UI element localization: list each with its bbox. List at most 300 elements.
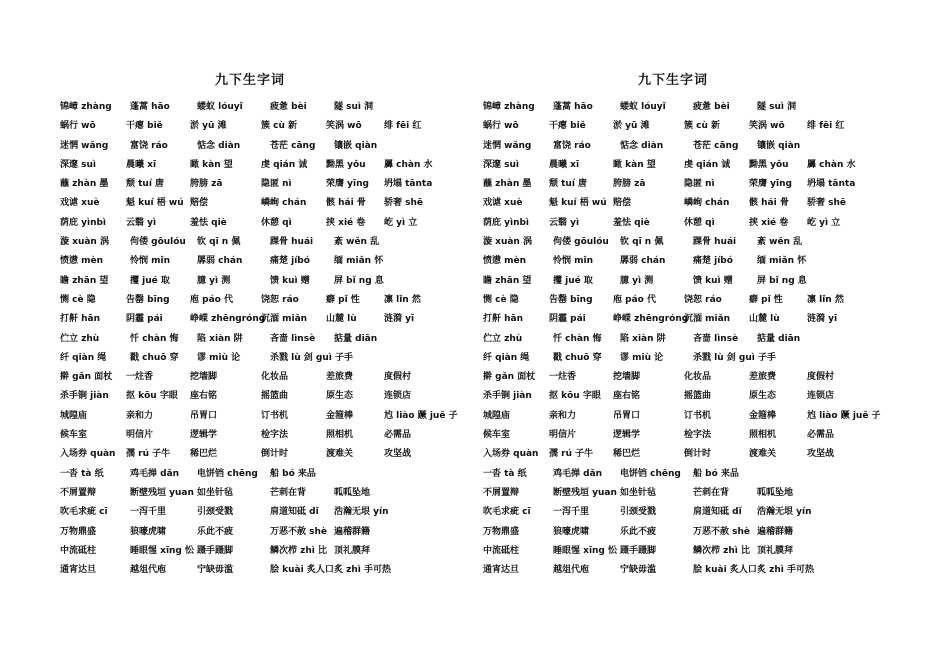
vocab-entry: 魁 kuí 梧 wú <box>126 198 184 209</box>
vocab-row <box>483 561 863 580</box>
vocab-entry: 杀戮 lù 剑 guì 子手 <box>270 352 353 363</box>
vocab-entry: 赔偿 <box>190 198 209 209</box>
vocab-entry: 通宵达旦 <box>60 565 97 576</box>
vocab-entry: 蹑手蹑脚 <box>620 545 657 556</box>
vocab-entry: 电饼铛 chēng <box>197 468 258 479</box>
vocab-entry: 屏 bǐ ng 息 <box>334 275 384 286</box>
vocab-row <box>60 503 440 522</box>
vocab-entry: 杀手锏 jiàn <box>483 391 532 402</box>
vocab-entry: 愤懑 mèn <box>483 256 527 267</box>
vocab-entry: 钦 qī n 佩 <box>620 237 664 248</box>
vocab-entry: 惦念 diàn <box>620 140 664 151</box>
vocab-entry: 座右铭 <box>613 391 641 402</box>
vocab-entry: 陷 xiàn 阱 <box>620 333 666 344</box>
vocab-entry: 逻辑学 <box>190 430 218 441</box>
vocab-row <box>60 233 440 252</box>
vocab-entry: 脍 kuài 炙人口 <box>270 565 334 576</box>
vocab-entry: 休憩 qì <box>261 217 292 228</box>
vocab-row <box>483 156 863 175</box>
vocab-entry: 伫立 zhù <box>483 333 523 344</box>
vocab-entry: 检字法 <box>684 430 712 441</box>
vocab-entry: 鸡毛掸 dǎn <box>553 468 603 479</box>
vocab-entry: 疲惫 bèi <box>693 102 730 112</box>
vocab-entry: 忏 chàn 悔 <box>130 333 179 344</box>
vocab-row <box>60 330 440 349</box>
vocab-entry: 越俎代庖 <box>553 565 590 576</box>
vocab-entry: 必需品 <box>807 430 835 441</box>
vocab-entry: 踝骨 huái <box>270 237 314 248</box>
vocab-entry: 倒计时 <box>684 449 712 460</box>
vocab-entry: 黝黑 yǒu <box>326 159 366 170</box>
vocab-row <box>483 310 863 329</box>
vocab-row <box>60 117 440 136</box>
vocab-entry: 峥嵘 zhēngróng <box>190 314 266 325</box>
vocab-entry: 骄奢 shē <box>384 198 424 209</box>
vocab-entry: 挖墙脚 <box>190 372 218 383</box>
vocab-row <box>60 465 440 484</box>
vocab-row <box>60 98 440 117</box>
vocab-entry: 蘸 zhàn 墨 <box>483 179 532 190</box>
vocab-entry: 骄奢 shē <box>807 198 847 209</box>
vocab-entry: 干瘪 biě <box>549 121 586 132</box>
vocab-entry: 缅 miǎn 怀 <box>757 256 807 267</box>
vocab-row <box>483 194 863 213</box>
vocab-entry: 颓 tuí 唐 <box>126 179 165 190</box>
vocab-entry: 入场券 quàn <box>60 449 116 460</box>
vocab-entry: 肩道知砥 dǐ <box>693 507 742 518</box>
vocab-entry: 尥 liào 蹶 juě 子 <box>384 410 458 421</box>
vocab-entry: 涟漪 yī <box>807 314 838 325</box>
vocab-entry: 蜗行 wō <box>60 121 96 132</box>
vocab-entry: 万恶不赦 shè <box>693 526 751 537</box>
vocab-entry: 荫庇 yìnbì <box>60 217 107 228</box>
vocab-row <box>60 252 440 271</box>
vocab-row <box>60 542 440 561</box>
vocab-entry: 原生态 <box>326 391 354 402</box>
vocab-entry: 一炷香 <box>549 372 577 383</box>
vocab-entry: 攫 jué 取 <box>130 275 170 286</box>
vocab-entry: 一炷香 <box>126 372 154 383</box>
vocab-entry: 纤 qiàn 绳 <box>60 352 107 363</box>
vocab-entry: 瞻 zhān 望 <box>60 275 109 286</box>
vocab-entry: 差旅费 <box>326 372 354 383</box>
vocab-entry: 检字法 <box>261 430 289 441</box>
vocab-entry: 荣膺 yīng <box>749 179 792 190</box>
vocab-row <box>483 291 863 310</box>
vocab-entry: 饶恕 ráo <box>684 294 722 305</box>
vocab-entry: 晨曦 xī <box>549 159 580 170</box>
vocab-row <box>483 233 863 252</box>
vocab-entry: 肩道知砥 dǐ <box>270 507 319 518</box>
vocab-entry: 打鼾 hān <box>60 314 101 325</box>
vocab-row <box>483 387 863 406</box>
vocab-entry: 紊 wěn 乱 <box>757 237 803 248</box>
vocab-entry: 亲和力 <box>549 410 577 421</box>
vocab-entry: 谬 miù 论 <box>197 352 241 363</box>
vocab-entry: 照相机 <box>326 430 354 441</box>
vocab-entry: 引颈受戮 <box>620 507 657 518</box>
vocab-entry: 孺 rú 子牛 <box>126 449 171 460</box>
vocab-entry: 蓬蒿 hāo <box>553 102 593 112</box>
vocab-entry: 吹毛求疵 cī <box>483 507 531 518</box>
vocab-entry: 摇篮曲 <box>261 391 289 402</box>
vocab-entry: 戏谑 xuè <box>483 198 523 209</box>
vocab-entry: 化妆品 <box>684 372 712 383</box>
vocab-entry: 必需品 <box>384 430 412 441</box>
vocab-row <box>483 117 863 136</box>
vocab-entry: 乐此不疲 <box>620 526 657 537</box>
vocab-entry: 钦 qī n 佩 <box>197 237 241 248</box>
vocab-entry: 电饼铛 chēng <box>620 468 681 479</box>
vocab-row <box>60 272 440 291</box>
vocab-entry: 羞怯 qiè <box>190 217 227 228</box>
vocab-entry: 山麓 lù <box>749 314 780 325</box>
vocab-entry: 挟 xié 卷 <box>749 217 789 228</box>
vocab-entry: 中流砥柱 <box>60 545 97 556</box>
vocab-row <box>60 523 440 542</box>
vocab-entry: 引颈受戮 <box>197 507 234 518</box>
vocab-entry: 锦嶂 zhàng <box>483 102 535 112</box>
vocab-entry: 度假村 <box>807 372 835 383</box>
vocab-entry: 颓 tuí 唐 <box>549 179 588 190</box>
vocab-entry: 谬 miù 论 <box>620 352 664 363</box>
vocab-entry: 杀手锏 jiàn <box>60 391 109 402</box>
vocab-entry: 顶礼膜拜 <box>757 545 794 556</box>
vocab-entry: 万恶不赦 shè <box>270 526 328 537</box>
vocab-entry: 缅 miǎn 怀 <box>334 256 384 267</box>
vocab-entry: 渡难关 <box>326 449 354 460</box>
vocab-entry: 凛 lǐn 然 <box>807 294 844 305</box>
vocab-row <box>483 484 863 503</box>
vocab-entry: 候车室 <box>483 430 511 441</box>
vocab-entry: 沉湎 miǎn <box>261 314 308 325</box>
vocab-entry: 簇 cù 新 <box>684 121 721 132</box>
vocab-row <box>60 310 440 329</box>
vocab-entry: 恻 cè 隐 <box>483 294 519 305</box>
vocab-row <box>60 349 440 368</box>
vocab-entry: 化妆品 <box>261 372 289 383</box>
vocab-row <box>60 387 440 406</box>
vocab-entry: 屏 bǐ ng 息 <box>757 275 807 286</box>
vocab-entry: 船 bó 来品 <box>270 468 316 479</box>
vocab-row <box>483 137 863 156</box>
vocab-entry: 倒计时 <box>261 449 289 460</box>
vocab-entry: 痛楚 jíbó <box>693 256 733 267</box>
vocab-entry: 坍塌 tānta <box>807 179 856 190</box>
vocab-entry: 入场券 quàn <box>483 449 539 460</box>
vocab-entry: 脍 kuài 炙人口 <box>693 565 757 576</box>
vocab-entry: 擀 gǎn 面杖 <box>60 372 113 383</box>
vocab-entry: 摇篮曲 <box>684 391 712 402</box>
vocab-entry: 胯膀 zā <box>190 179 223 190</box>
vocab-row <box>60 175 440 194</box>
vocab-entry: 镶嵌 qiàn <box>334 140 378 151</box>
vocab-entry: 通宵达旦 <box>483 565 520 576</box>
vocab-entry: 一泻千里 <box>130 507 167 518</box>
vocab-entry: 鸡毛掸 dǎn <box>130 468 180 479</box>
vocab-entry: 吹毛求疵 cī <box>60 507 108 518</box>
vocab-entry: 赔偿 <box>613 198 632 209</box>
vocab-entry: 怜悯 mǐn <box>130 256 171 267</box>
vocab-entry: 戳 chuō 穿 <box>130 352 179 363</box>
vocab-column-right <box>483 70 881 580</box>
vocab-entry: 差旅费 <box>749 372 777 383</box>
vocab-entry: 一沓 tà 纸 <box>483 468 527 479</box>
vocab-entry: 惦念 diàn <box>197 140 241 151</box>
vocab-entry: 瞻 zhān 望 <box>483 275 532 286</box>
vocab-row <box>60 426 440 445</box>
vocab-row <box>483 175 863 194</box>
vocab-entry: 原生态 <box>749 391 777 402</box>
vocab-entry: 纤 qiàn 绳 <box>483 352 530 363</box>
vocab-entry: 深邃 suì <box>483 159 519 170</box>
vocab-entry: 度假村 <box>384 372 412 383</box>
vocab-entry: 羞怯 qiè <box>613 217 650 228</box>
vocab-entry: 亲和力 <box>126 410 154 421</box>
vocab-entry: 候车室 <box>60 430 88 441</box>
vocab-entry: 伫立 zhù <box>60 333 100 344</box>
vocab-entry: 戏谑 xuè <box>60 198 100 209</box>
vocab-entry: 炙 zhì 手可热 <box>757 565 814 576</box>
vocab-entry: 万物鼎盛 <box>483 526 520 537</box>
vocab-row <box>483 503 863 522</box>
vocab-row <box>483 252 863 271</box>
vocab-entry: 虔 qián 诚 <box>261 159 308 170</box>
vocab-row <box>483 368 863 387</box>
vocab-entry: 骸 hái 骨 <box>326 198 366 209</box>
vocab-entry: 恻 cè 隐 <box>60 294 96 305</box>
vocab-entry: 打鼾 hān <box>483 314 524 325</box>
vocab-entry: 芒刺在背 <box>270 487 307 498</box>
vocab-entry: 臆 yì 测 <box>197 275 231 286</box>
vocab-entry: 告罄 bīng <box>126 294 170 305</box>
vocab-entry: 庖 páo 代 <box>613 294 656 305</box>
vocab-entry: 座右铭 <box>190 391 218 402</box>
vocab-entry: 攻坚战 <box>384 449 412 460</box>
vocab-row <box>60 214 440 233</box>
vocab-entry: 锦嶂 zhàng <box>60 102 112 112</box>
vocab-entry: 宁缺毋滥 <box>620 565 657 576</box>
vocab-entry: 笑涡 wō <box>326 121 362 132</box>
vocab-entry: 连锁店 <box>384 391 412 402</box>
vocab-entry: 蓬蒿 hāo <box>130 102 170 112</box>
vocab-entry: 攫 jué 取 <box>553 275 593 286</box>
vocab-entry: 休憩 qì <box>684 217 715 228</box>
vocab-entry: 一泻千里 <box>553 507 590 518</box>
vocab-entry: 抠 kōu 字眼 <box>126 391 178 402</box>
vocab-entry: 淤 yū 滩 <box>613 121 650 132</box>
vocab-entry: 紊 wěn 乱 <box>334 237 380 248</box>
vocab-entry: 痛楚 jíbó <box>270 256 310 267</box>
vocab-entry: 佝偻 gōulóu <box>553 237 609 248</box>
vocab-entry: 苍茫 cāng <box>693 140 739 151</box>
vocab-entry: 怜悯 mǐn <box>553 256 594 267</box>
vocab-entry: 苍茫 cāng <box>270 140 316 151</box>
vocab-entry: 黝黑 yǒu <box>749 159 789 170</box>
vocab-entry: 瞰 kàn 望 <box>190 159 233 170</box>
vocab-entry: 晨曦 xī <box>126 159 157 170</box>
vocab-entry: 鳞次栉 zhì 比 <box>693 545 750 556</box>
vocab-row <box>483 407 881 426</box>
vocab-row <box>60 445 440 464</box>
column-title: 九下生字词 <box>637 73 708 88</box>
vocab-column-left <box>60 70 458 580</box>
vocab-entry: 炙 zhì 手可热 <box>334 565 391 576</box>
vocab-entry: 明信片 <box>549 430 577 441</box>
vocab-row <box>483 330 863 349</box>
vocab-row <box>60 156 440 175</box>
vocab-entry: 隐匿 nì <box>684 179 715 190</box>
vocab-row <box>483 272 863 291</box>
vocab-entry: 疲惫 bèi <box>270 102 307 112</box>
vocab-entry: 尥 liào 蹶 juě 子 <box>807 410 881 421</box>
vocab-entry: 万物鼎盛 <box>60 526 97 537</box>
vocab-entry: 呱呱坠地 <box>334 487 371 498</box>
vocab-entry: 绯 fēi 红 <box>384 121 422 132</box>
vocab-entry: 芒刺在背 <box>693 487 730 498</box>
vocab-entry: 遍稽群籍 <box>757 526 794 537</box>
vocab-entry: 漩 xuàn 涡 <box>60 237 109 248</box>
vocab-entry: 渡难关 <box>749 449 777 460</box>
vocab-list <box>60 98 458 580</box>
vocab-entry: 呱呱坠地 <box>757 487 794 498</box>
vocab-entry: 山麓 lù <box>326 314 357 325</box>
vocab-entry: 连锁店 <box>807 391 835 402</box>
vocab-entry: 富饶 ráo <box>553 140 591 151</box>
vocab-entry: 魁 kuí 梧 wú <box>549 198 607 209</box>
vocab-entry: 睡眼惺 xīng 忪 <box>130 545 195 556</box>
vocab-entry: 金箍棒 <box>749 410 777 421</box>
vocab-entry: 遍稽群籍 <box>334 526 371 537</box>
vocab-entry: 蘸 zhàn 墨 <box>60 179 109 190</box>
vocab-row <box>483 445 863 464</box>
vocab-row <box>60 368 440 387</box>
vocab-entry: 阴霾 pái <box>549 314 586 325</box>
vocab-entry: 干瘪 biě <box>126 121 163 132</box>
vocab-entry: 订书机 <box>261 410 289 421</box>
vocab-row <box>60 484 440 503</box>
vocab-entry: 吊胃口 <box>613 410 641 421</box>
vocab-entry: 漩 xuàn 涡 <box>483 237 532 248</box>
vocab-entry: 戳 chuō 穿 <box>553 352 602 363</box>
vocab-list <box>483 98 881 580</box>
vocab-entry: 明信片 <box>126 430 154 441</box>
vocab-row <box>60 194 440 213</box>
vocab-entry: 吝啬 lìnsè <box>270 333 316 344</box>
vocab-entry: 照相机 <box>749 430 777 441</box>
vocab-entry: 富饶 ráo <box>130 140 168 151</box>
vocab-entry: 屹 yì 立 <box>384 217 418 228</box>
vocab-row <box>60 291 440 310</box>
vocab-entry: 吝啬 lìnsè <box>693 333 739 344</box>
vocab-entry: 越俎代庖 <box>130 565 167 576</box>
vocab-entry: 阴霾 pái <box>126 314 163 325</box>
vocab-row <box>483 523 863 542</box>
vocab-row <box>483 349 863 368</box>
vocab-entry: 乐此不疲 <box>197 526 234 537</box>
vocab-entry: 羼 chàn 水 <box>807 159 856 170</box>
vocab-entry: 抠 kōu 字眼 <box>549 391 601 402</box>
vocab-entry: 云翳 yì <box>549 217 580 228</box>
vocab-entry: 掂量 diān <box>757 333 801 344</box>
vocab-entry: 孱弱 chán <box>620 256 666 267</box>
vocab-entry: 骸 hái 骨 <box>749 198 789 209</box>
vocab-entry: 馈 kuì 赠 <box>270 275 310 286</box>
vocab-entry: 孱弱 chán <box>197 256 243 267</box>
vocab-entry: 断壁残垣 yuan <box>553 487 617 498</box>
vocab-entry: 臆 yì 测 <box>620 275 654 286</box>
vocab-entry: 瞰 kàn 望 <box>613 159 656 170</box>
vocab-entry: 吊胃口 <box>190 410 218 421</box>
vocab-entry: 中流砥柱 <box>483 545 520 556</box>
vocab-entry: 金箍棒 <box>326 410 354 421</box>
vocab-row <box>483 542 863 561</box>
vocab-entry: 羼 chàn 水 <box>384 159 433 170</box>
vocab-entry: 睡眼惺 xīng 忪 <box>553 545 618 556</box>
vocab-entry: 癖 pǐ 性 <box>749 294 783 305</box>
vocab-entry: 逻辑学 <box>613 430 641 441</box>
vocab-entry: 云翳 yì <box>126 217 157 228</box>
vocab-row <box>60 561 440 580</box>
vocab-entry: 如坐针毡 <box>197 487 234 498</box>
vocab-entry: 涟漪 yī <box>384 314 415 325</box>
vocab-entry: 隐匿 nì <box>261 179 292 190</box>
vocab-entry: 城隍庙 <box>60 410 88 421</box>
vocab-entry: 嶙峋 chán <box>261 198 307 209</box>
vocab-entry: 城隍庙 <box>483 410 511 421</box>
vocab-entry: 浩瀚无垠 yín <box>757 507 812 518</box>
vocab-entry: 鳞次栉 zhì 比 <box>270 545 327 556</box>
vocab-entry: 不屑置辩 <box>483 487 520 498</box>
vocab-entry: 癖 pǐ 性 <box>326 294 360 305</box>
vocab-entry: 断壁残垣 yuan <box>130 487 194 498</box>
vocab-entry: 订书机 <box>684 410 712 421</box>
vocab-entry: 船 bó 来品 <box>693 468 739 479</box>
vocab-entry: 笑涡 wō <box>749 121 785 132</box>
vocab-entry: 稀巴烂 <box>190 449 218 460</box>
vocab-row <box>483 465 863 484</box>
vocab-entry: 庖 páo 代 <box>190 294 233 305</box>
vocab-entry: 沉湎 miǎn <box>684 314 731 325</box>
vocab-entry: 嶙峋 chán <box>684 198 730 209</box>
vocab-entry: 凛 lǐn 然 <box>384 294 421 305</box>
vocab-entry: 一沓 tà 纸 <box>60 468 104 479</box>
vocab-entry: 稀巴烂 <box>613 449 641 460</box>
vocab-entry: 隧 suì 洞 <box>757 102 797 112</box>
vocab-entry: 荫庇 yìnbì <box>483 217 530 228</box>
vocab-entry: 隧 suì 洞 <box>334 102 374 112</box>
vocab-entry: 蹑手蹑脚 <box>197 545 234 556</box>
vocab-entry: 蝼蚁 lóuyǐ <box>197 102 243 112</box>
vocab-entry: 屹 yì 立 <box>807 217 841 228</box>
vocab-entry: 狼嚎虎啸 <box>553 526 590 537</box>
vocab-entry: 狼嚎虎啸 <box>130 526 167 537</box>
vocab-entry: 如坐针毡 <box>620 487 657 498</box>
vocab-entry: 顶礼膜拜 <box>334 545 371 556</box>
vocab-entry: 蜗行 wō <box>483 121 519 132</box>
vocab-entry: 迷惘 wǎng <box>60 140 109 151</box>
vocab-entry: 胯膀 zā <box>613 179 646 190</box>
vocab-entry: 蝼蚁 lóuyǐ <box>620 102 666 112</box>
vocab-entry: 踝骨 huái <box>693 237 737 248</box>
vocab-entry: 孺 rú 子牛 <box>549 449 594 460</box>
vocab-entry: 忏 chàn 悔 <box>553 333 602 344</box>
vocab-entry: 镶嵌 qiàn <box>757 140 801 151</box>
vocab-entry: 挟 xié 卷 <box>326 217 366 228</box>
vocab-entry: 簇 cù 新 <box>261 121 298 132</box>
vocab-row <box>60 407 458 426</box>
vocab-entry: 迷惘 wǎng <box>483 140 532 151</box>
